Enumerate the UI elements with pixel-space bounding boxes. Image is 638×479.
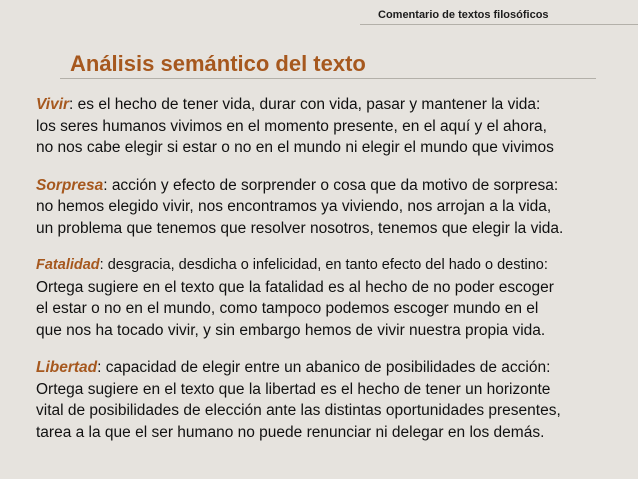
definition-text: : capacidad de elegir entre un abanico de posibilidades de acción: bbox=[97, 359, 551, 376]
paragraph-line: no nos cabe elegir si estar o no en el mundo ni elegir el mundo que vivimos bbox=[36, 139, 554, 156]
paragraph-line: los seres humanos vivimos en el momento presente, en el aquí y el ahora, bbox=[36, 117, 547, 135]
paragraph-line: un problema que tenemos que resolver nosotros, tenemos que elegir la vida. bbox=[36, 219, 564, 237]
slide-title: Análisis semántico del texto bbox=[70, 51, 366, 76]
term-label: Fatalidad bbox=[36, 257, 100, 273]
paragraph-line: tarea a la que el ser humano no puede renunciar ni delegar en los demás. bbox=[36, 423, 545, 441]
header-divider bbox=[360, 24, 638, 25]
definition-text: : desgracia, desdicha o infelicidad, en tanto efecto del hado o destino: bbox=[99, 257, 548, 273]
definition-sorpresa bbox=[36, 175, 636, 240]
paragraph-line: que nos ha tocado vivir, y sin embargo hemos de vivir nuestra propia vida. bbox=[36, 321, 546, 339]
paragraph-line: no hemos elegido vivir, nos encontramos ya viviendo, nos arrojan a la vida, bbox=[36, 198, 552, 215]
definition-vivir bbox=[36, 94, 636, 159]
term-label: Sorpresa bbox=[36, 176, 104, 194]
term-label: Vivir bbox=[36, 96, 70, 113]
term-label: Libertad bbox=[36, 359, 98, 376]
definitions-body bbox=[36, 94, 636, 459]
paragraph-line: Ortega sugiere en el texto que la libertad es el hecho de tener un horizonte bbox=[36, 380, 551, 398]
definition-text: : acción y efecto de sorprender o cosa que da motivo de sorpresa: bbox=[103, 176, 559, 194]
paragraph-line: Ortega sugiere en el texto que la fatalidad es al hecho de no poder escoger bbox=[36, 278, 554, 296]
definition-text: : es el hecho de tener vida, durar con vida, pasar y mantener la vida: bbox=[69, 96, 541, 113]
definition-libertad bbox=[36, 357, 636, 443]
paragraph-line: vital de posibilidades de elección ante las distintas oportunidades presentes, bbox=[36, 402, 561, 419]
paragraph-line: el estar o no en el mundo, como tampoco podemos escoger mundo en el bbox=[36, 300, 539, 317]
course-header: Comentario de textos filosóficos bbox=[378, 9, 549, 21]
title-divider bbox=[60, 78, 596, 79]
definition-fatalidad bbox=[36, 255, 636, 341]
